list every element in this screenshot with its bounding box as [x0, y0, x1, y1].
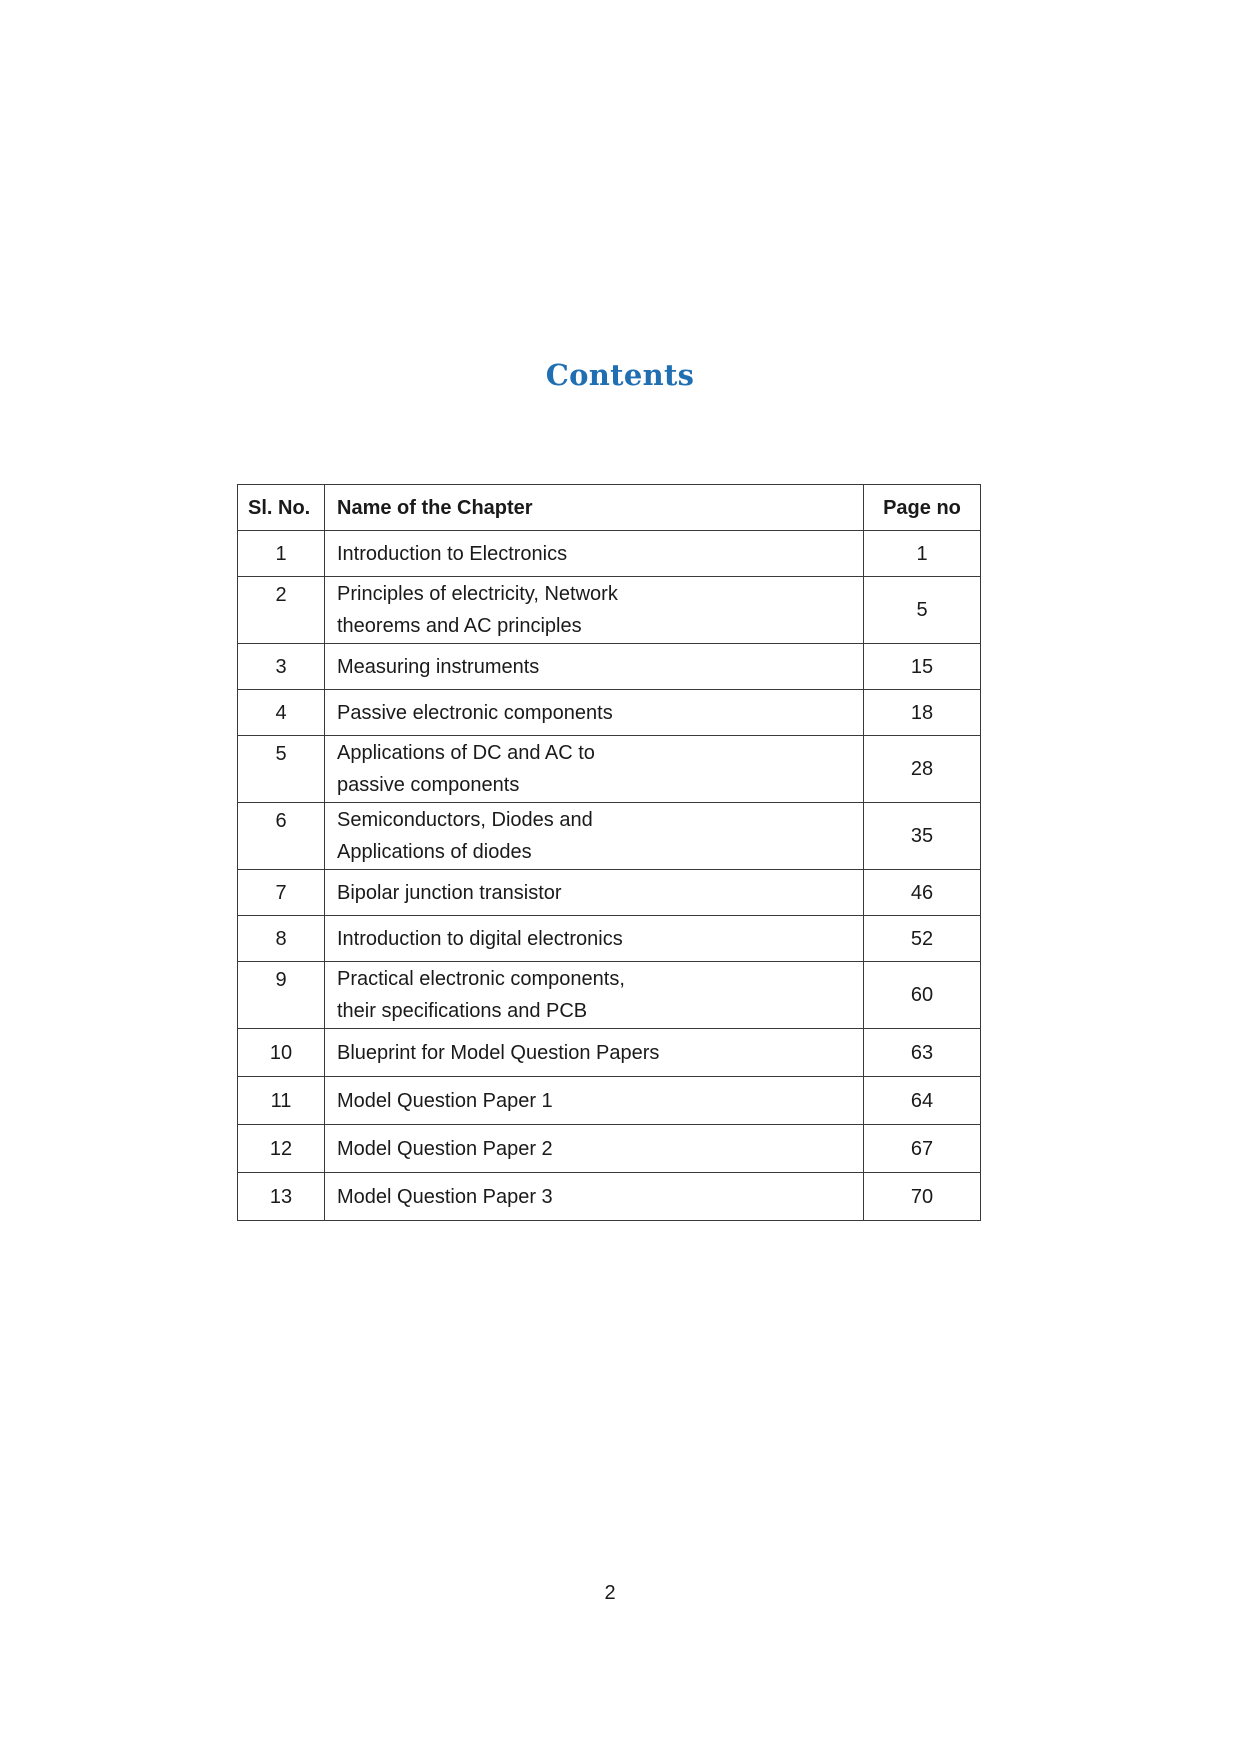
chapter-name-line: Bipolar junction transistor	[337, 881, 562, 904]
chapter-name-line: passive components	[337, 774, 520, 796]
table-body	[238, 531, 981, 1221]
row-chapter-name	[325, 1173, 864, 1221]
chapter-name-line: theorems and AC principles	[337, 615, 582, 637]
row-sl-no: 8	[238, 916, 325, 962]
contents-table	[237, 484, 981, 1221]
chapter-name-line: Model Question Paper 3	[337, 1185, 553, 1208]
header-sl-no: Sl. No.	[238, 485, 325, 531]
row-page-no: 1	[864, 531, 981, 577]
table-row	[238, 916, 981, 962]
row-chapter-name	[325, 690, 864, 736]
table-row	[238, 736, 981, 803]
row-page-no: 28	[864, 736, 981, 803]
chapter-name-line: Blueprint for Model Question Papers	[337, 1041, 660, 1064]
chapter-name-line: Applications of DC and AC to	[337, 742, 595, 764]
row-chapter-name	[325, 577, 864, 644]
row-chapter-name	[325, 644, 864, 690]
row-page-no: 35	[864, 803, 981, 870]
row-sl-no: 5	[238, 736, 325, 803]
row-chapter-name	[325, 736, 864, 803]
chapter-name-line: their specifications and PCB	[337, 1000, 588, 1022]
table-row	[238, 690, 981, 736]
table-row	[238, 644, 981, 690]
chapter-name-line: Semiconductors, Diodes and	[337, 809, 593, 831]
row-sl-no: 3	[238, 644, 325, 690]
row-sl-no: 7	[238, 870, 325, 916]
row-chapter-name	[325, 803, 864, 870]
page-title: Contents	[545, 358, 695, 392]
row-chapter-name	[325, 1029, 864, 1077]
row-page-no: 18	[864, 690, 981, 736]
row-page-no: 67	[864, 1125, 981, 1173]
header-chapter-name: Name of the Chapter	[325, 485, 864, 531]
chapter-name-line: Principles of electricity, Network	[337, 583, 618, 605]
row-sl-no: 4	[238, 690, 325, 736]
table-row	[238, 962, 981, 1029]
table-row	[238, 1029, 981, 1077]
header-row	[238, 485, 981, 531]
row-sl-no: 13	[238, 1173, 325, 1221]
row-sl-no: 10	[238, 1029, 325, 1077]
row-chapter-name	[325, 916, 864, 962]
page-number: 2	[604, 1582, 616, 1604]
row-page-no: 60	[864, 962, 981, 1029]
chapter-name-line: Introduction to Electronics	[337, 542, 568, 565]
table-row	[238, 531, 981, 577]
chapter-name-line: Applications of diodes	[337, 841, 532, 863]
chapter-name-line: Model Question Paper 1	[337, 1089, 553, 1112]
row-sl-no: 12	[238, 1125, 325, 1173]
row-page-no: 46	[864, 870, 981, 916]
row-page-no: 15	[864, 644, 981, 690]
table-row	[238, 577, 981, 644]
chapter-name-line: Introduction to digital electronics	[337, 927, 623, 950]
table-header	[238, 485, 981, 531]
chapter-name-line: Measuring instruments	[337, 655, 540, 678]
row-page-no: 5	[864, 577, 981, 644]
row-page-no: 63	[864, 1029, 981, 1077]
table-row	[238, 1125, 981, 1173]
row-sl-no: 1	[238, 531, 325, 577]
row-chapter-name	[325, 870, 864, 916]
chapter-name-line: Practical electronic components,	[337, 968, 625, 990]
table-row	[238, 870, 981, 916]
row-chapter-name	[325, 531, 864, 577]
row-page-no: 52	[864, 916, 981, 962]
row-sl-no: 11	[238, 1077, 325, 1125]
row-chapter-name	[325, 1077, 864, 1125]
table-row	[238, 803, 981, 870]
table-row	[238, 1077, 981, 1125]
row-chapter-name	[325, 1125, 864, 1173]
table-row	[238, 1173, 981, 1221]
header-page-no: Page no	[864, 485, 981, 531]
row-sl-no: 2	[238, 577, 325, 644]
row-page-no: 64	[864, 1077, 981, 1125]
row-sl-no: 6	[238, 803, 325, 870]
row-page-no: 70	[864, 1173, 981, 1221]
row-chapter-name	[325, 962, 864, 1029]
chapter-name-line: Model Question Paper 2	[337, 1137, 553, 1160]
chapter-name-line: Passive electronic components	[337, 701, 613, 724]
row-sl-no: 9	[238, 962, 325, 1029]
